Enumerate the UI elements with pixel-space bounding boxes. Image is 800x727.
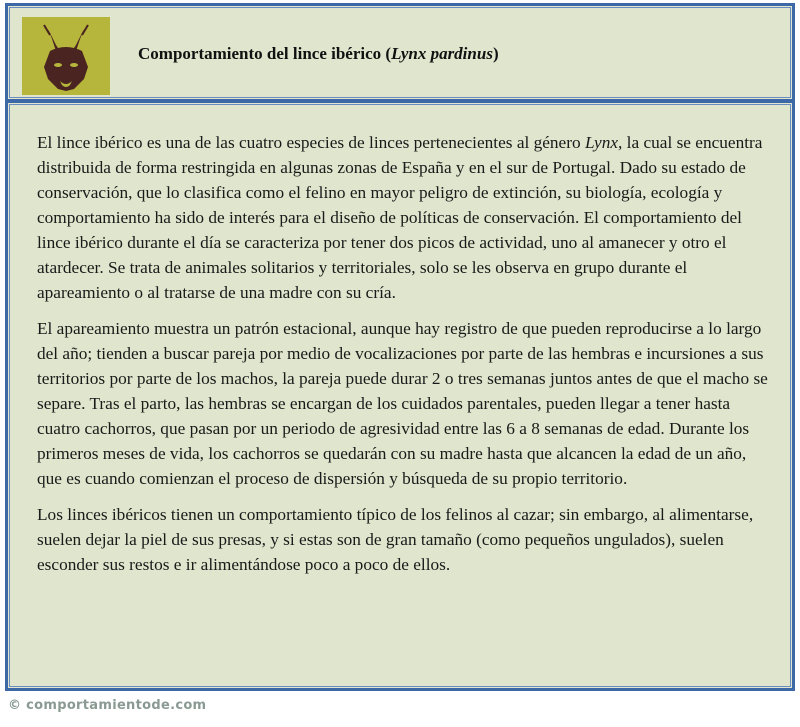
paragraph: Los linces ibéricos tienen un comportamiento típico de los felinos al cazar; sin embargo, al alimentarse, suelen dejar la piel de sus presas, y si estas son de gran tamaño (como pequeños ungulados), suelen esconder sus restos e ir alimentándose poco a poco de ellos.	[37, 505, 754, 574]
header-panel	[5, 3, 795, 102]
page-title: Comportamiento del lince ibérico (Lynx pardinus)	[138, 44, 499, 63]
lynx-head-icon	[22, 17, 110, 95]
footer-copyright: © comportamientode.com	[8, 698, 207, 713]
paragraph: El apareamiento muestra un patrón estacional, aunque hay registro de que pueden reproducirse a lo largo del año; tienden a buscar pareja por medio de vocalizaciones por parte de las hembras e incursiones a sus territorios por parte de los machos, la pareja puede durar 2 o tres semanas juntos antes de que el macho se separe. Tras el parto, las hembras se encargan de los cuidados parentales, pueden llegar a tener hasta cuatro cachorros, que pasan por un periodo de agresividad entre las 6 a 8 semanas de edad. Durante los primeros meses de vida, los cachorros se quedarán con su madre hasta que alcancen la edad de un año, que es cuando comienzan el proceso de dispersión y búsqueda de su propio territorio.	[37, 319, 768, 488]
content-panel	[5, 100, 795, 691]
paragraph: El lince ibérico es una de las cuatro especies de linces pertenecientes al género Lynx, la cual se encuentra distribuida de forma restringida en algunas zonas de España y en el sur de Portugal. Dado su estado de conservación, que lo clasifica como el felino en mayor peligro de extinción, su biología, ecología y comportamiento ha sido de interés para el diseño de políticas de conservación. El comportamiento del lince ibérico durante el día se caracteriza por tener dos picos de actividad, uno al amanecer y otro el atardecer. Se trata de animales solitarios y territoriales, solo se les observa en grupo durante el apareamiento o al tratarse de una madre con su cría.	[37, 133, 763, 302]
article-body	[37, 130, 772, 588]
